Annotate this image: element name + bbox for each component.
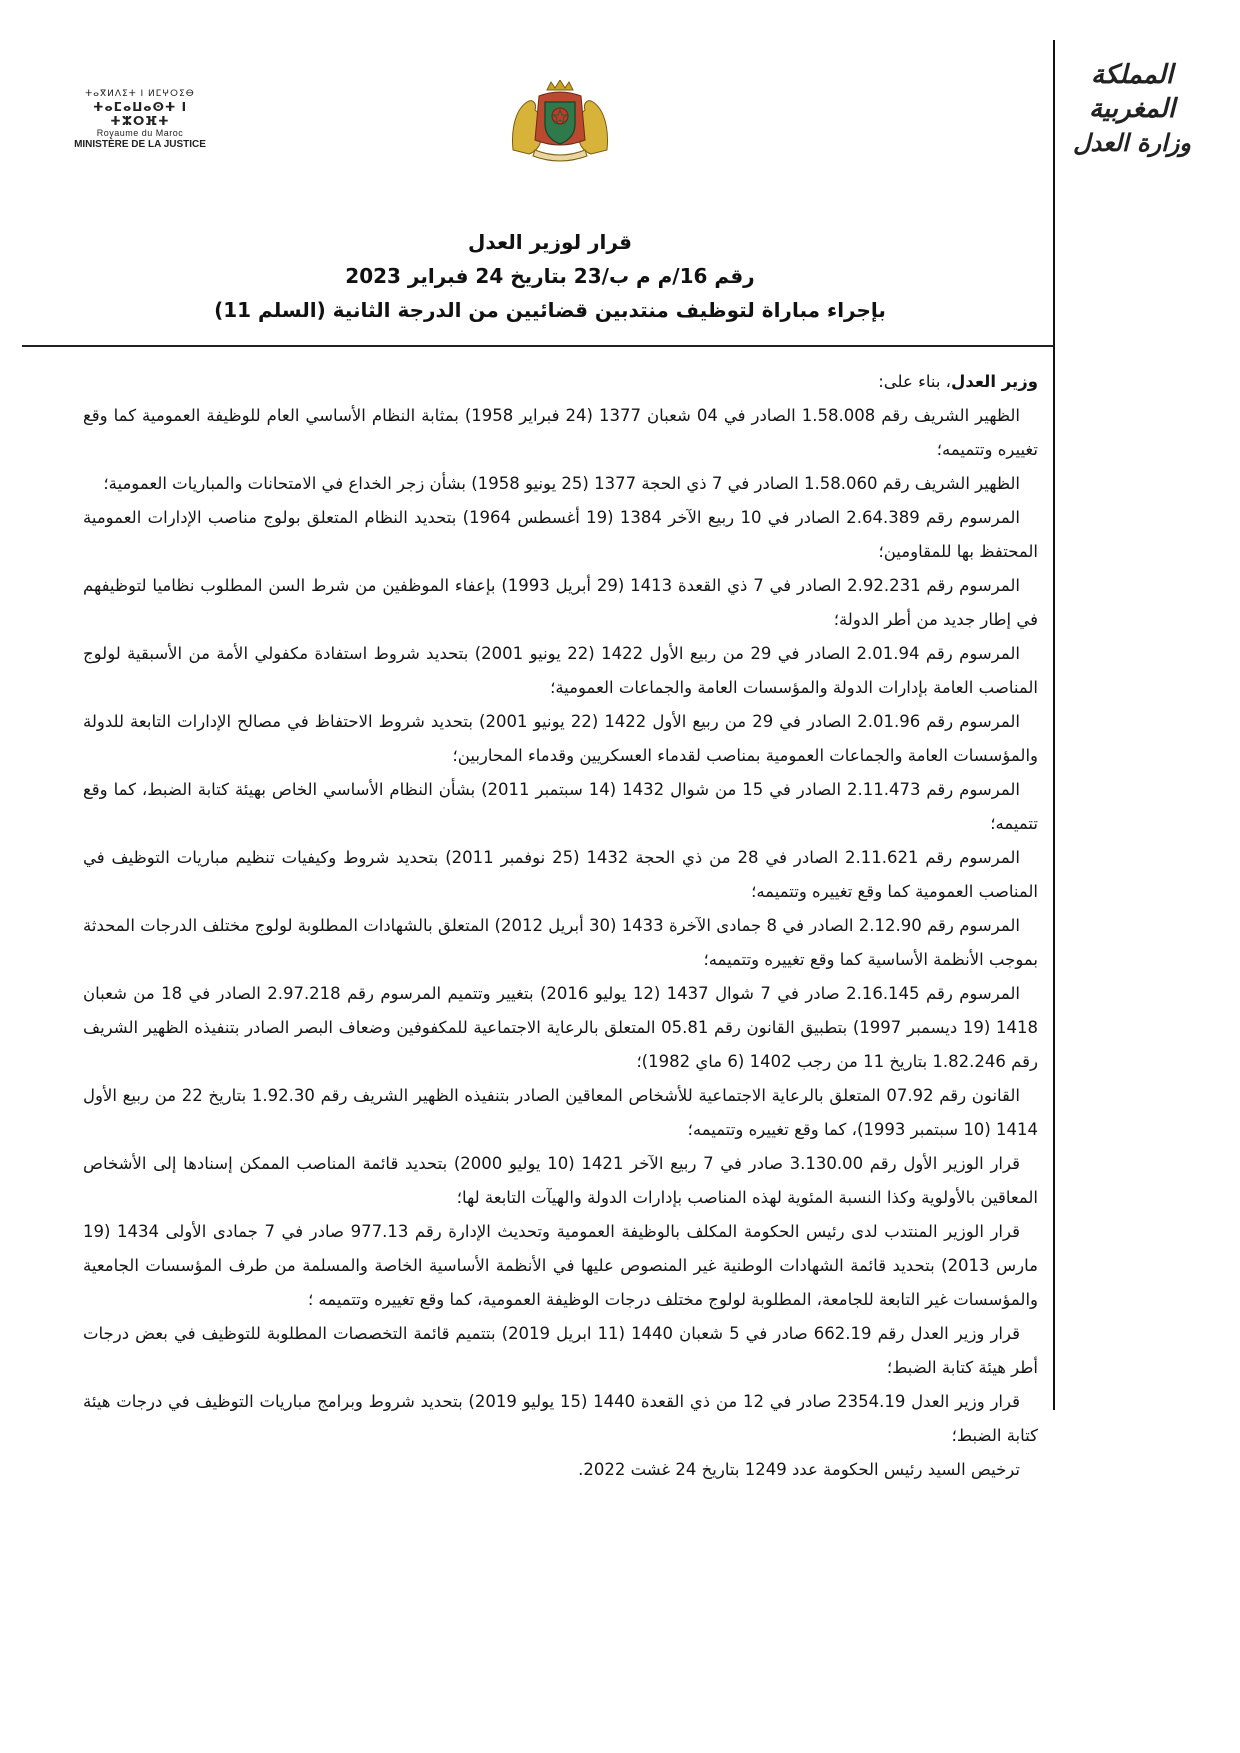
title-divider <box>22 345 1054 347</box>
ministere-label: MINISTÈRE DE LA JUSTICE <box>74 139 206 150</box>
clause-14: قرار وزير العدل رقم 662.19 صادر في 5 شعبان 1440 (11 ابريل 2019) بتتميم قائمة التخصصات المطلوبة للتوظيف في بعض درجات أطر هيئة كتابة الضبط؛ <box>83 1324 1038 1377</box>
clause-3: المرسوم رقم 2.64.389 الصادر في 10 ربيع الآخر 1384 (19 أغسطس 1964) بتحديد النظام المتعلق بولوج مناصب الإدارات العمومية المحتفظ بها للمقاومين؛ <box>83 508 1038 561</box>
clause-9: المرسوم رقم 2.12.90 الصادر في 8 جمادى الآخرة 1433 (30 أبريل 2012) المتعلق بالشهادات المطلوبة لولوج مختلف الدرجات المحدثة بموجب الأنظمة الأساسية كما وقع تغييره وتتميمه؛ <box>83 916 1038 969</box>
royal-coat-of-arms-icon <box>505 80 615 162</box>
clause-15: قرار وزير العدل 2354.19 صادر في 12 من ذي القعدة 1440 (15 يوليو 2019) بتحديد شروط وبرامج مباريات التوظيف في درجات هيئة كتابة الضبط؛ <box>83 1392 1038 1445</box>
margin-rule <box>1053 40 1055 1410</box>
clause-5: المرسوم رقم 2.01.94 الصادر في 29 من ربيع الأول 1422 (22 يونيو 2001) بتحديد شروط استفادة مكفولي الأمة من الأسبقية لولوج المناصب العامة بإدارات الدولة والمؤسسات العامة والجماعات العمومية؛ <box>83 644 1038 697</box>
clause-8: المرسوم رقم 2.11.621 الصادر في 28 من ذي الحجة 1432 (25 نوفمبر 2011) بتحديد شروط وكيفيات تنظيم مباريات التوظيف في المناصب العمومية كما وقع تغييره وتتميمه؛ <box>83 848 1038 901</box>
tifinagh-line-1: ⵜⴰⴳⵍⴷⵉⵜ ⵏ ⵍⵎⵖⵔⵉⴱ <box>85 89 195 99</box>
title-line-3: بإجراء مباراة لتوظيف منتدبين قضائيين من الدرجة الثانية (السلم 11) <box>214 298 886 322</box>
clause-10: المرسوم رقم 2.16.145 صادر في 7 شوال 1437 (12 يوليو 2016) بتغيير وتتميم المرسوم رقم 2.97.218 الصادر في 18 من شعبان 1418 (19 ديسمبر 1997) بتطبيق القانون رقم 05.81 المتعلق بالرعاية الاجتماعية للمكفوفين وضعاف البصر الصادر بتنفيذه الظهير الشريف رقم 1.82.246 بتاريخ 11 من رجب 1402 (6 ماي 1982)؛ <box>83 984 1038 1071</box>
royaume-label: Royaume du Maroc <box>96 128 184 138</box>
clause-11: القانون رقم 07.92 المتعلق بالرعاية الاجتماعية للأشخاص المعاقين الصادر بتنفيذه الظهير الشريف رقم 1.92.30 بتاريخ 22 من ربيع الأول 1414 (10 سبتمبر 1993)، كما وقع تغييره وتتميمه؛ <box>83 1086 1038 1139</box>
clause-4: المرسوم رقم 2.92.231 الصادر في 7 ذي القعدة 1413 (29 أبريل 1993) بإعفاء الموظفين من شرط السن المطلوب نظاميا لتوظيفهم في إطار جديد من أطر الدولة؛ <box>83 576 1038 629</box>
ministry-name-ar: وزارة العدل <box>1073 128 1191 157</box>
clause-7: المرسوم رقم 2.11.473 الصادر في 15 من شوال 1432 (14 سبتمبر 2011) بشأن النظام الأساسي الخاص بهيئة كتابة الضبط، كما وقع تتميمه؛ <box>83 780 1038 833</box>
decision-body <box>83 365 1038 1487</box>
clause-16: ترخيص السيد رئيس الحكومة عدد 1249 بتاريخ 24 غشت 2022. <box>578 1460 1020 1479</box>
intro-rest: ، بناء على: <box>878 372 952 391</box>
title-line-2: رقم 16/م م ب/23 بتاريخ 24 فبراير 2023 <box>345 264 755 288</box>
intro-bold: وزير العدل <box>951 372 1038 391</box>
clause-13: قرار الوزير المنتدب لدى رئيس الحكومة المكلف بالوظيفة العمومية وتحديث الإدارة رقم 977.13 صادر في 7 جمادى الأولى 1434 (19 مارس 2013) بتحديد قائمة الشهادات الوطنية غير المنصوص عليها في الأنظمة الأساسية الخاصة والمسلمة من طرف المؤسسات الجامعية والمؤسسات غير التابعة للجامعة، المطلوبة لولوج مختلف درجات الوظيفة العمومية، كما وقع تغييره وتتميمه ؛ <box>83 1222 1038 1309</box>
ministry-french-logo <box>70 88 210 151</box>
tifinagh-line-2: ⵜⴰⵎⴰⵡⴰⵙⵜ ⵏ ⵜⵣⵔⴼⵜ <box>92 100 188 128</box>
intro-line <box>83 365 1038 399</box>
clause-1: الظهير الشريف رقم 1.58.008 الصادر في 04 شعبان 1377 (24 فبراير 1958) بمثابة النظام الأساسي العام للوظيفة العمومية كما وقع تغييره وتتميمه؛ <box>83 406 1038 459</box>
clause-6: المرسوم رقم 2.01.96 الصادر في 29 من ربيع الأول 1422 (22 يونيو 2001) بتحديد شروط الاحتفاظ في مصالح الإدارات التابعة للدولة والمؤسسات العامة والجماعات العمومية بمناصب لقدماء العسكريين وقدماء المحاربين؛ <box>83 712 1038 765</box>
decision-title <box>200 225 900 327</box>
ministry-arabic-logo <box>1062 58 1202 160</box>
kingdom-name-ar: المملكة المغربية <box>1088 60 1176 124</box>
clause-12: قرار الوزير الأول رقم 3.130.00 صادر في 7 ربيع الآخر 1421 (10 يوليو 2000) بتحديد قائمة المناصب الممكن إسنادها إلى الأشخاص المعاقين بالأولوية وكذا النسبة المئوية لهذه المناصب بإدارات الدولة والهيآت التابعة لها؛ <box>83 1154 1038 1207</box>
clause-2: الظهير الشريف رقم 1.58.060 الصادر في 7 ذي الحجة 1377 (25 يونيو 1958) بشأن زجر الخداع في الامتحانات والمباريات العمومية؛ <box>103 474 1020 493</box>
title-line-1: قرار لوزير العدل <box>468 230 632 254</box>
